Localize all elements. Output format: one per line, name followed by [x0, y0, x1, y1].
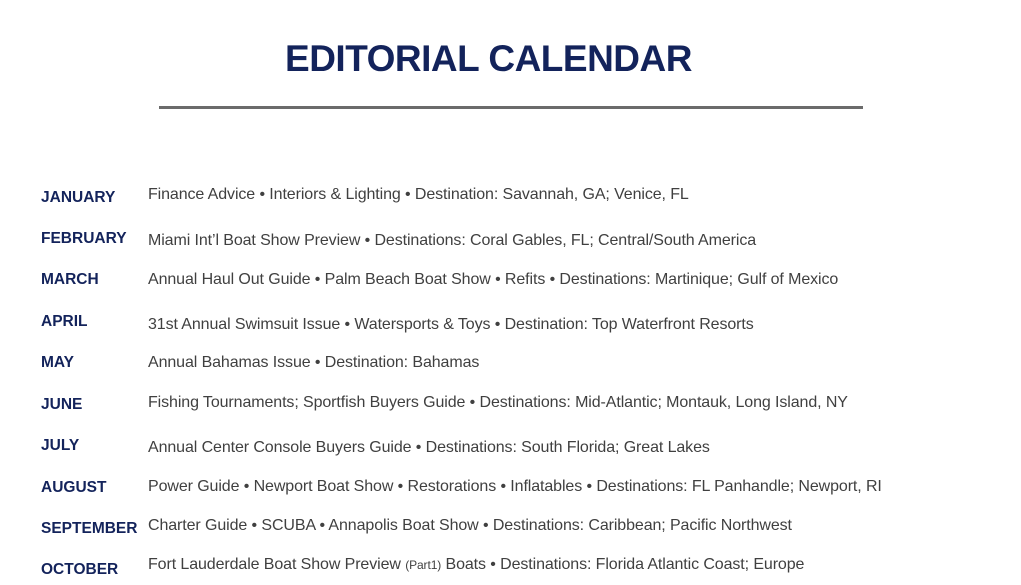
month-label: MAY — [41, 354, 75, 371]
calendar-row-february — [0, 229, 1021, 259]
topics-part-note: (Part1) — [405, 558, 442, 572]
month-label: JULY — [41, 437, 80, 454]
calendar-row-june — [0, 394, 1021, 424]
month-topics: Fishing Tournaments; Sportfish Buyers Guide • Destinations: Mid-Atlantic; Montauk, Long Island, NY — [148, 394, 848, 411]
title-divider — [159, 106, 863, 109]
month-topics: Annual Center Console Buyers Guide • Destinations: South Florida; Great Lakes — [148, 439, 710, 456]
month-topics — [148, 555, 804, 575]
calendar-row-january — [0, 186, 1021, 216]
calendar-row-july — [0, 436, 1021, 466]
calendar-row-august — [0, 477, 1021, 507]
page-title: EDITORIAL CALENDAR — [285, 38, 692, 79]
calendar-row-september — [0, 516, 1021, 546]
month-topics: Annual Haul Out Guide • Palm Beach Boat Show • Refits • Destinations: Martinique; Gulf of Mexico — [148, 271, 839, 288]
month-label: JANUARY — [41, 189, 116, 206]
topics-text-end: Boats • Destinations: Florida Atlantic Coast; Europe — [441, 556, 805, 573]
month-label: OCTOBER — [41, 561, 119, 578]
month-topics: Power Guide • Newport Boat Show • Restorations • Inflatables • Destinations: FL Panhandle; Newport, RI — [148, 478, 882, 495]
calendar-row-may — [0, 353, 1021, 383]
month-topics: Finance Advice • Interiors & Lighting • Destination: Savannah, GA; Venice, FL — [148, 186, 689, 203]
month-label: MARCH — [41, 271, 99, 288]
calendar-row-april — [0, 312, 1021, 342]
calendar-row-october — [0, 555, 1021, 585]
month-label: JUNE — [41, 396, 83, 413]
month-topics: Miami Int’l Boat Show Preview • Destinations: Coral Gables, FL; Central/South America — [148, 232, 757, 249]
month-label: AUGUST — [41, 479, 107, 496]
month-label: FEBRUARY — [41, 230, 127, 247]
calendar-row-march — [0, 270, 1021, 300]
month-label: SEPTEMBER — [41, 520, 138, 537]
month-topics: 31st Annual Swimsuit Issue • Watersports & Toys • Destination: Top Waterfront Resorts — [148, 316, 754, 333]
topics-text-start: Fort Lauderdale Boat Show Preview — [148, 556, 406, 573]
month-topics: Annual Bahamas Issue • Destination: Bahamas — [148, 354, 480, 371]
month-topics: Charter Guide • SCUBA • Annapolis Boat Show • Destinations: Caribbean; Pacific Northwest — [148, 517, 792, 534]
month-label: APRIL — [41, 313, 88, 330]
